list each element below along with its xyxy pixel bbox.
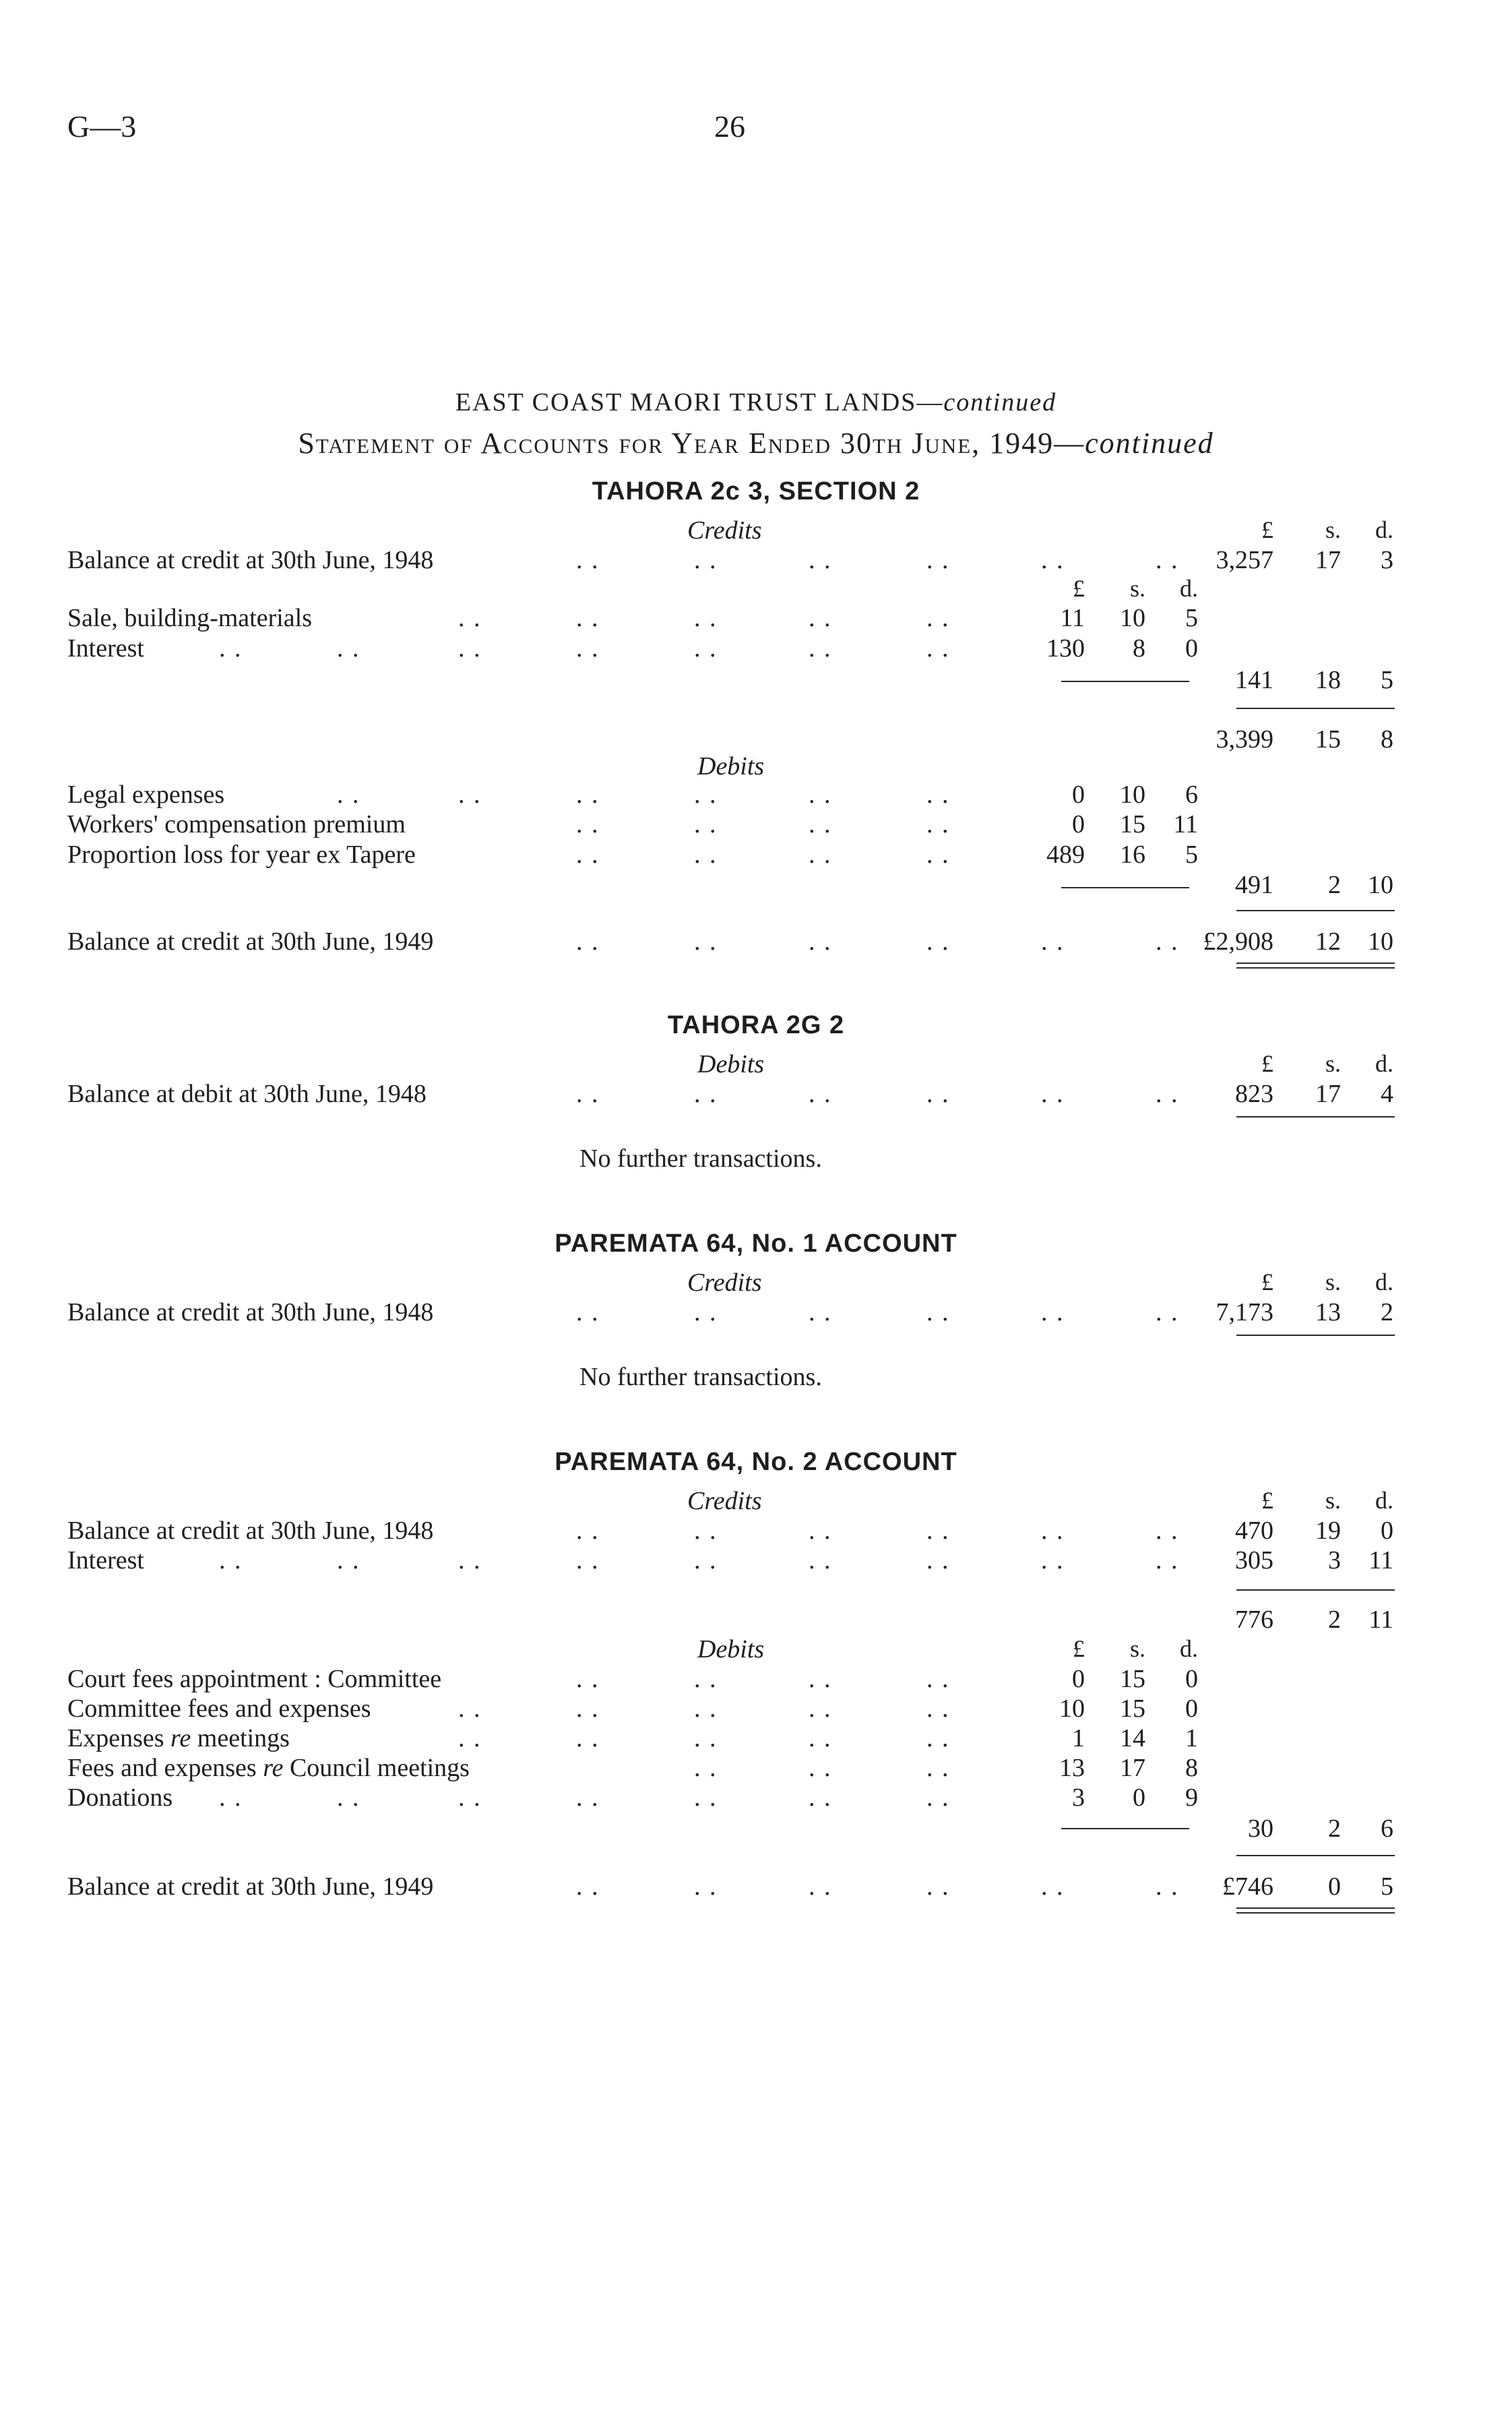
subtotal-rule [1061, 1828, 1189, 1829]
amount-pence: 5 [1185, 840, 1198, 869]
leader-dots: . . [694, 634, 718, 663]
amount-pence: 10 [1368, 927, 1393, 956]
pence-unit: d. [1375, 516, 1393, 543]
leader-dots: . . [694, 1546, 718, 1575]
leader-dots: . . [576, 1783, 600, 1812]
amount-shillings: 14 [1120, 1724, 1145, 1752]
amount-shillings: 12 [1315, 927, 1341, 956]
leader-dots: . . [926, 1754, 950, 1782]
row-label: Court fees appointment : Committee [67, 1665, 442, 1693]
leader-dots: . . [576, 604, 600, 632]
leader-dots: . . [694, 604, 718, 632]
leader-dots: . . [694, 840, 718, 869]
amount-shillings: 15 [1120, 1694, 1145, 1723]
leader-dots: . . [576, 1298, 600, 1326]
amount-shillings: 13 [1315, 1298, 1341, 1326]
leader-dots: . . [1041, 1546, 1065, 1575]
amount-pounds: 1 [1072, 1724, 1085, 1752]
leader-dots: . . [458, 1724, 482, 1752]
leader-dots: . . [809, 1665, 832, 1693]
leader-dots: . . [926, 840, 950, 869]
section-title: TAHORA 2c 3, SECTION 2 [592, 477, 920, 506]
pound-unit: £ [1261, 516, 1273, 543]
leader-dots: . . [809, 927, 832, 956]
leader-dots: . . [694, 1080, 718, 1108]
row-label: Fees and expenses re Council meetings [67, 1754, 470, 1782]
leader-dots: . . [1156, 1298, 1179, 1326]
row-label: Sale, building-materials [67, 604, 313, 632]
amount-shillings: 19 [1315, 1517, 1341, 1545]
debits-label: Debits [697, 1050, 765, 1078]
leader-dots: . . [926, 927, 950, 956]
leader-dots: . . [926, 1080, 950, 1108]
leader-dots: . . [694, 810, 718, 838]
leader-dots: . . [809, 1724, 832, 1752]
statement-main: Statement of Accounts for Year Ended 30th June, 1949— [298, 427, 1085, 460]
no-transactions-note: No further transactions. [579, 1144, 822, 1173]
row-label: Balance at debit at 30th June, 1948 [67, 1080, 427, 1108]
amount-shillings: 18 [1315, 666, 1341, 694]
leader-dots: . . [1156, 546, 1179, 574]
amount-pounds: 489 [1046, 840, 1085, 869]
row-label: Balance at credit at 30th June, 1949 [67, 927, 434, 956]
amount-pence: 0 [1185, 1694, 1198, 1723]
leader-dots: . . [809, 604, 832, 632]
amount-pounds: 30 [1248, 1814, 1273, 1843]
leader-dots: . . [809, 1298, 832, 1326]
pence-unit: d. [1375, 1050, 1393, 1077]
leader-dots: . . [809, 634, 832, 663]
shilling-unit: s. [1325, 1487, 1341, 1514]
leader-dots: . . [458, 781, 482, 809]
pence-unit: d. [1180, 575, 1198, 602]
amount-pence: 1 [1185, 1724, 1198, 1752]
amount-pounds: 491 [1235, 871, 1273, 899]
amount-pounds: 0 [1072, 810, 1085, 838]
pence-unit: d. [1375, 1487, 1393, 1514]
leader-dots: . . [576, 927, 600, 956]
leader-dots: . . [576, 1665, 600, 1693]
leader-dots: . . [576, 840, 600, 869]
leader-dots: . . [694, 927, 718, 956]
shilling-unit: s. [1129, 575, 1145, 602]
leader-dots: . . [219, 1546, 243, 1575]
pence-unit: d. [1180, 1635, 1198, 1662]
amount-shillings: 10 [1120, 604, 1145, 632]
row-label: Workers' compensation premium [67, 810, 406, 838]
total-rule [1236, 910, 1395, 911]
leader-dots: . . [809, 1754, 832, 1782]
leader-dots: . . [926, 604, 950, 632]
amount-pence: 0 [1185, 1665, 1198, 1693]
total-rule [1236, 1589, 1395, 1591]
amount-pence: 5 [1381, 1872, 1393, 1901]
leader-dots: . . [1041, 1872, 1065, 1901]
amount-pence: 4 [1381, 1080, 1393, 1108]
amount-pounds: 7,173 [1216, 1298, 1273, 1326]
amount-pounds: 0 [1072, 781, 1085, 809]
closing-double-rule [1236, 962, 1395, 969]
leader-dots: . . [576, 634, 600, 663]
amount-shillings: 10 [1120, 781, 1145, 809]
leader-dots: . . [1041, 546, 1065, 574]
leader-dots: . . [694, 1872, 718, 1901]
amount-pounds: 3 [1072, 1783, 1085, 1812]
leader-dots: . . [1156, 1546, 1179, 1575]
leader-dots: . . [337, 781, 360, 809]
amount-pounds: 13 [1059, 1754, 1085, 1782]
row-label: Balance at credit at 30th June, 1949 [67, 1872, 434, 1901]
pound-unit: £ [1261, 1487, 1273, 1514]
leader-dots: . . [926, 1872, 950, 1901]
section-title: TAHORA 2G 2 [667, 1011, 845, 1039]
debits-label: Debits [697, 1635, 765, 1663]
shilling-unit: s. [1325, 1050, 1341, 1077]
amount-shillings: 0 [1328, 1872, 1341, 1901]
pence-unit: d. [1375, 1268, 1393, 1295]
leader-dots: . . [809, 1080, 832, 1108]
amount-pounds: £746 [1222, 1872, 1273, 1901]
leader-dots: . . [926, 634, 950, 663]
total-rule [1236, 1855, 1395, 1856]
leader-dots: . . [1156, 1872, 1179, 1901]
amount-pounds: 305 [1235, 1546, 1273, 1575]
pound-unit: £ [1073, 1635, 1085, 1662]
amount-pence: 8 [1381, 725, 1393, 754]
amount-pence: 11 [1173, 810, 1198, 838]
amount-shillings: 17 [1315, 1080, 1341, 1108]
leader-dots: . . [458, 634, 482, 663]
leader-dots: . . [694, 1754, 718, 1782]
leader-dots: . . [1156, 1517, 1179, 1545]
row-label: Proportion loss for year ex Tapere [67, 840, 416, 869]
leader-dots: . . [576, 1546, 600, 1575]
row-label: Balance at credit at 30th June, 1948 [67, 546, 434, 574]
amount-shillings: 17 [1120, 1754, 1145, 1782]
leader-dots: . . [694, 1694, 718, 1723]
leader-dots: . . [926, 1517, 950, 1545]
amount-pounds: 11 [1060, 604, 1085, 632]
leader-dots: . . [926, 1298, 950, 1326]
amount-pence: 2 [1381, 1298, 1393, 1326]
total-rule [1236, 1335, 1395, 1336]
leader-dots: . . [576, 1872, 600, 1901]
leader-dots: . . [809, 810, 832, 838]
no-transactions-note: No further transactions. [579, 1363, 822, 1391]
closing-double-rule [1236, 1907, 1395, 1914]
leader-dots: . . [458, 1694, 482, 1723]
leader-dots: . . [926, 1783, 950, 1812]
title-main: EAST COAST MAORI TRUST LANDS— [455, 388, 944, 417]
amount-pence: 9 [1185, 1783, 1198, 1812]
amount-pence: 11 [1368, 1606, 1393, 1634]
leader-dots: . . [694, 1517, 718, 1545]
amount-pence: 0 [1185, 634, 1198, 663]
leader-dots: . . [458, 1546, 482, 1575]
amount-shillings: 2 [1328, 1606, 1341, 1634]
leader-dots: . . [809, 1517, 832, 1545]
leader-dots: . . [1041, 1080, 1065, 1108]
page-number: 26 [714, 109, 745, 144]
amount-pounds: 130 [1046, 634, 1085, 663]
leader-dots: . . [1041, 927, 1065, 956]
amount-shillings: 15 [1120, 1665, 1145, 1693]
leader-dots: . . [576, 1080, 600, 1108]
leader-dots: . . [694, 781, 718, 809]
statement-title [0, 429, 1512, 458]
shilling-unit: s. [1325, 516, 1341, 543]
amount-pence: 11 [1368, 1546, 1393, 1575]
amount-shillings: 16 [1120, 840, 1145, 869]
leader-dots: . . [809, 1546, 832, 1575]
amount-pence: 5 [1381, 666, 1393, 694]
amount-pounds: 141 [1235, 666, 1273, 694]
debits-label: Debits [697, 752, 765, 781]
leader-dots: . . [926, 810, 950, 838]
amount-pounds: 776 [1235, 1606, 1273, 1634]
amount-pence: 3 [1381, 546, 1393, 574]
leader-dots: . . [1041, 1298, 1065, 1326]
leader-dots: . . [337, 1546, 360, 1575]
total-rule [1236, 1116, 1395, 1118]
row-label: Balance at credit at 30th June, 1948 [67, 1517, 434, 1545]
leader-dots: . . [694, 1298, 718, 1326]
leader-dots: . . [694, 1783, 718, 1812]
leader-dots: . . [458, 604, 482, 632]
leader-dots: . . [576, 1724, 600, 1752]
amount-shillings: 15 [1120, 810, 1145, 838]
leader-dots: . . [1156, 927, 1179, 956]
leader-dots: . . [576, 781, 600, 809]
row-label: Expenses re meetings [67, 1724, 290, 1752]
amount-pounds: 470 [1235, 1517, 1273, 1545]
leader-dots: . . [576, 546, 600, 574]
leader-dots: . . [809, 781, 832, 809]
leader-dots: . . [576, 810, 600, 838]
subtotal-rule [1061, 681, 1189, 682]
amount-pence: 5 [1185, 604, 1198, 632]
leader-dots: . . [694, 1724, 718, 1752]
section-title: PAREMATA 64, No. 2 ACCOUNT [555, 1448, 957, 1476]
amount-pounds: 823 [1235, 1080, 1273, 1108]
amount-shillings: 3 [1328, 1546, 1341, 1575]
leader-dots: . . [219, 634, 243, 663]
row-label: Interest [67, 1546, 144, 1575]
leader-dots: . . [809, 1783, 832, 1812]
amount-pence: 6 [1381, 1814, 1393, 1843]
amount-shillings: 2 [1328, 871, 1341, 899]
amount-pounds: £2,908 [1203, 927, 1273, 956]
section-title: PAREMATA 64, No. 1 ACCOUNT [555, 1229, 957, 1258]
total-rule [1236, 708, 1395, 709]
leader-dots: . . [694, 546, 718, 574]
shilling-unit: s. [1129, 1635, 1145, 1662]
leader-dots: . . [576, 1517, 600, 1545]
leader-dots: . . [576, 1694, 600, 1723]
leader-dots: . . [1041, 1517, 1065, 1545]
amount-pence: 6 [1185, 781, 1198, 809]
leader-dots: . . [337, 1783, 360, 1812]
amount-shillings: 0 [1133, 1783, 1145, 1812]
leader-dots: . . [926, 1694, 950, 1723]
leader-dots: . . [458, 1783, 482, 1812]
row-label: Interest [67, 634, 144, 663]
pound-unit: £ [1261, 1050, 1273, 1077]
row-label: Legal expenses [67, 781, 225, 809]
leader-dots: . . [809, 1872, 832, 1901]
title-continued: continued [943, 388, 1057, 417]
leader-dots: . . [694, 1665, 718, 1693]
leader-dots: . . [1156, 1080, 1179, 1108]
leader-dots: . . [926, 1665, 950, 1693]
leader-dots: . . [809, 1694, 832, 1723]
page-ref: G—3 [67, 109, 137, 144]
leader-dots: . . [926, 1724, 950, 1752]
shilling-unit: s. [1325, 1268, 1341, 1295]
row-label: Balance at credit at 30th June, 1948 [67, 1298, 434, 1326]
amount-shillings: 15 [1315, 725, 1341, 754]
amount-pounds: 3,399 [1216, 725, 1273, 754]
amount-shillings: 2 [1328, 1814, 1341, 1843]
amount-pounds: 3,257 [1216, 546, 1273, 574]
amount-pence: 8 [1185, 1754, 1198, 1782]
document-title [0, 390, 1512, 415]
leader-dots: . . [926, 781, 950, 809]
credits-label: Credits [687, 1268, 762, 1297]
amount-pence: 0 [1381, 1517, 1393, 1545]
credits-label: Credits [687, 1487, 762, 1515]
leader-dots: . . [809, 840, 832, 869]
subtotal-rule [1061, 887, 1189, 888]
pound-unit: £ [1261, 1268, 1273, 1295]
row-label: Committee fees and expenses [67, 1694, 371, 1723]
amount-shillings: 8 [1133, 634, 1145, 663]
credits-label: Credits [687, 516, 762, 545]
pound-unit: £ [1073, 575, 1085, 602]
leader-dots: . . [809, 546, 832, 574]
amount-pounds: 0 [1072, 1665, 1085, 1693]
row-label: Donations [67, 1783, 173, 1812]
leader-dots: . . [926, 1546, 950, 1575]
leader-dots: . . [926, 546, 950, 574]
statement-continued: continued [1085, 427, 1214, 460]
amount-pounds: 10 [1059, 1694, 1085, 1723]
leader-dots: . . [337, 634, 360, 663]
amount-pence: 10 [1368, 871, 1393, 899]
amount-shillings: 17 [1315, 546, 1341, 574]
leader-dots: . . [219, 1783, 243, 1812]
